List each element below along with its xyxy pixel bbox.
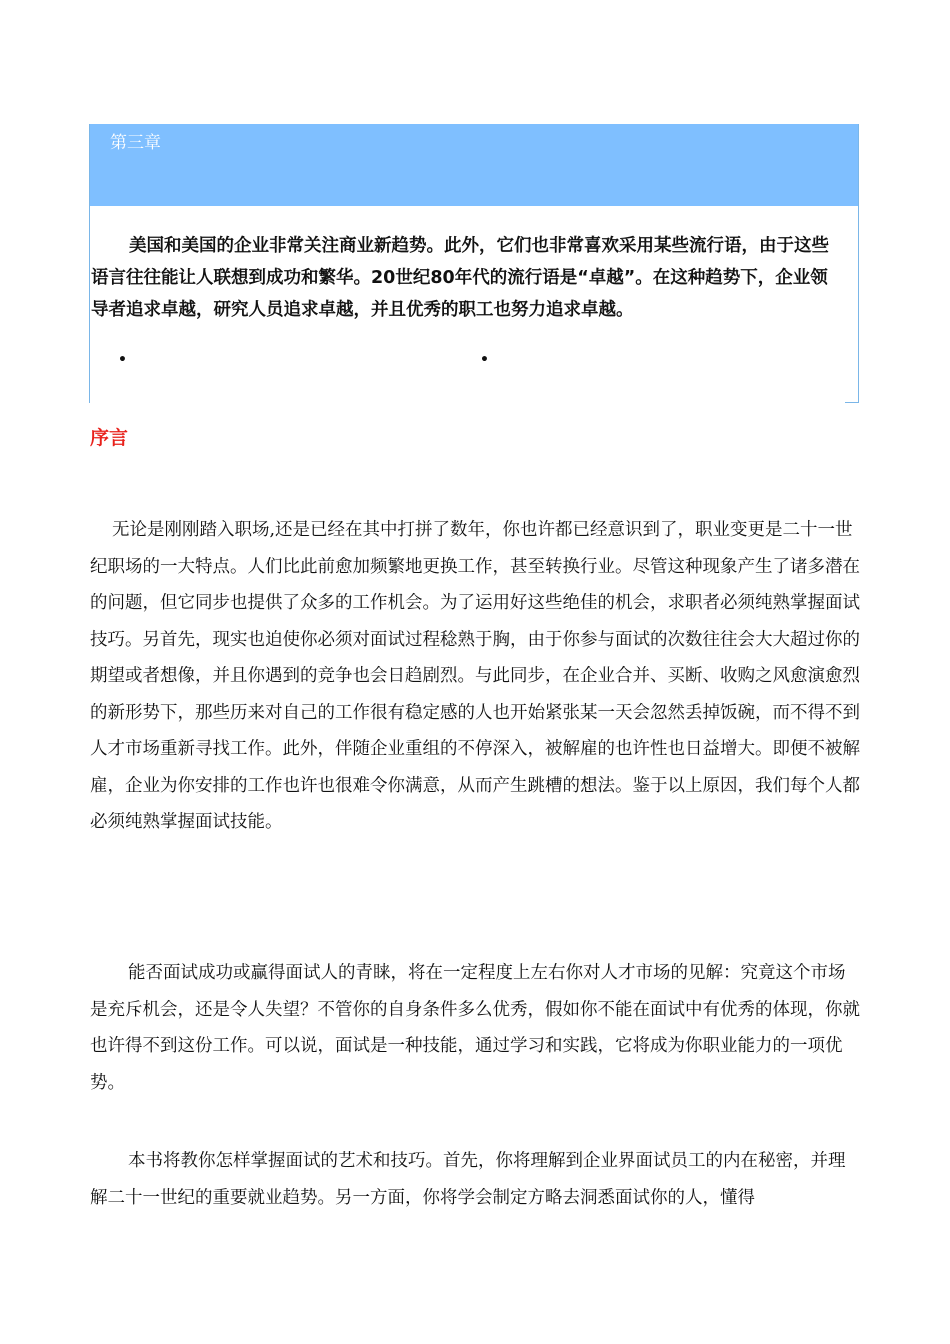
box-border-tick [845,402,859,403]
bullet-item: • [118,352,127,368]
preface-heading: 序言 [90,427,129,449]
chapter-intro-text: 美国和美国的企业非常关注商业新趋势。此外，它们也非常喜欢采用某些流行语，由于这些语言往往能让人联想到成功和繁华。20世纪80年代的流行语是“卓越”。在这种趋势下，企业领导者追求卓越，研究人员追求卓越，并且优秀的职工也努力追求卓越。 [91,236,829,320]
preface-paragraph: 本书将教你怎样掌握面试的艺术和技巧。首先，你将理解到企业界面试员工的内在秘密，并理解二十一世纪的重要就业趋势。另一方面，你将学会制定方略去洞悉面试你的人，懂得 [90,1151,846,1208]
preface-paragraph: 能否面试成功或赢得面试人的青睐，将在一定程度上左右你对人才市场的见解：究竟这个市场是充斥机会，还是令人失望？不管你的自身条件多么优秀，假如你不能在面试中有优秀的体现，你就也许得不到这份工作。可以说，面试是一种技能，通过学习和实践，它将成为你职业能力的一项优势。 [90,963,860,1093]
chapter-title: 第三章 [110,133,161,153]
preface-paragraph: 无论是刚刚踏入职场,还是已经在其中打拼了数年，你也许都已经意识到了，职业变更是二十一世纪职场的一大特点。人们比此前愈加频繁地更换工作，甚至转换行业。尽管这种现象产生了诸多潜在的问题，但它同步也提供了众多的工作机会。为了运用好这些绝佳的机会，求职者必须纯熟掌握面试技巧。另首先，现实也迫使你必须对面试过程稔熟于胸，由于你参与面试的次数往往会大大超过你的期望或者想像，并且你遇到的竞争也会日趋剧烈。与此同步，在企业合并、买断、收购之风愈演愈烈的新形势下，那些历来对自己的工作很有稳定感的人也开始紧张某一天会忽然丢掉饭碗，而不得不到人才市场重新寻找工作。此外，伴随企业重组的不停深入，被解雇的也许性也日益增大。即便不被解雇，企业为你安排的工作也许也很难令你满意，从而产生跳槽的想法。鉴于以上原因，我们每个人都必须纯熟掌握面试技能。 [90,520,860,832]
chapter-header [90,124,858,206]
bullet-item: • [480,352,489,368]
chapter-box [89,124,859,403]
